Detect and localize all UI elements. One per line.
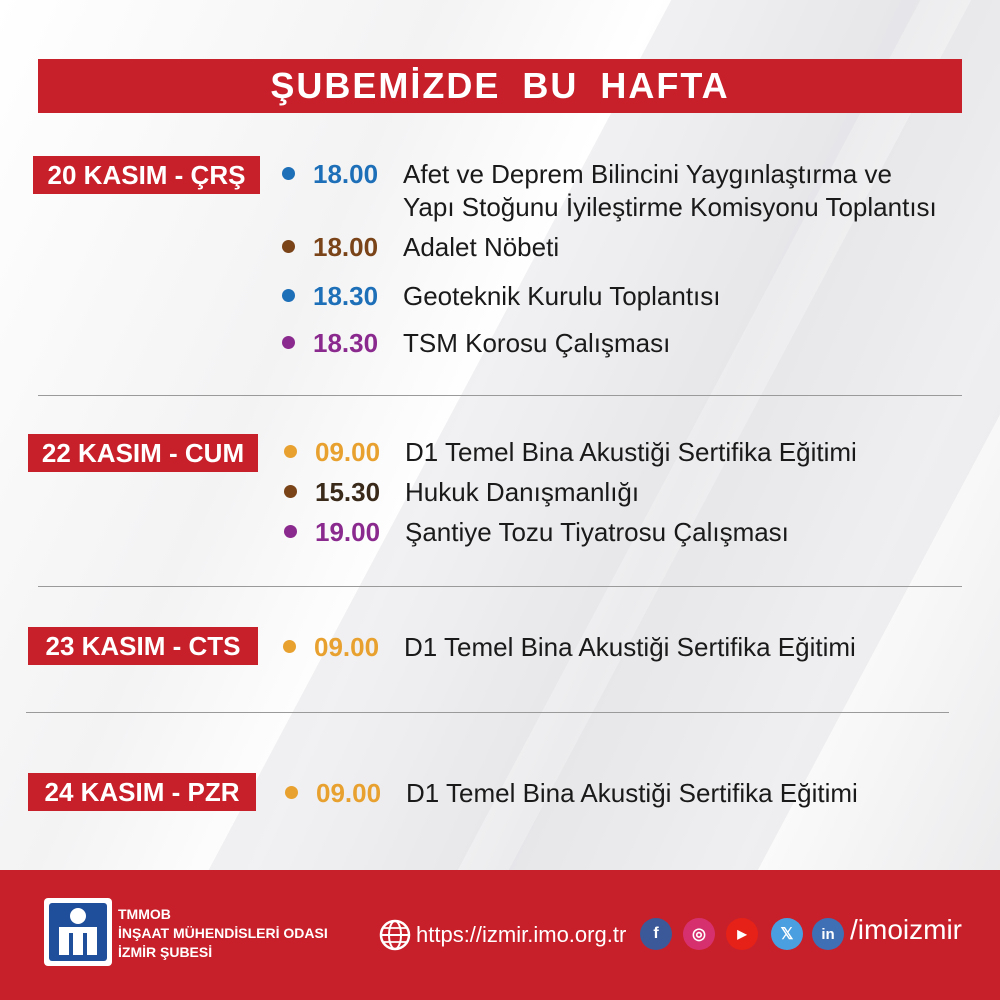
globe-icon	[378, 918, 412, 952]
bullet-icon	[282, 240, 295, 253]
event-title: Şantiye Tozu Tiyatrosu Çalışması	[405, 517, 789, 547]
org-line: TMMOB	[118, 906, 171, 922]
event-item	[282, 158, 937, 224]
org-line: İNŞAAT MÜHENDİSLERİ ODASI	[118, 925, 328, 941]
bullet-icon	[284, 485, 297, 498]
event-time: 18.30	[313, 281, 379, 311]
date-label: 23 KASIM - CTS	[28, 627, 258, 665]
event-time: 18.00	[313, 159, 379, 189]
event-time: 09.00	[316, 778, 382, 808]
event-title-line: Yapı Stoğunu İyileştirme Komisyonu Toplantısı	[403, 192, 937, 222]
event-title-line: Afet ve Deprem Bilincini Yaygınlaştırma ve	[403, 159, 892, 189]
x-icon[interactable]: 𝕏	[771, 918, 803, 950]
event-title: D1 Temel Bina Akustiği Sertifika Eğitimi	[405, 437, 857, 467]
event-item	[282, 231, 559, 264]
bullet-icon	[282, 336, 295, 349]
divider	[26, 712, 949, 713]
event-item	[284, 436, 857, 469]
bullet-icon	[284, 445, 297, 458]
event-title: D1 Temel Bina Akustiği Sertifika Eğitimi	[404, 632, 856, 662]
instagram-icon[interactable]: ◎	[683, 918, 715, 950]
event-item	[285, 777, 858, 810]
event-time: 19.00	[315, 517, 381, 547]
website-link[interactable]	[378, 918, 626, 952]
organization-name	[118, 905, 328, 962]
youtube-icon[interactable]: ▶	[726, 918, 758, 950]
event-time: 15.30	[315, 477, 381, 507]
event-time: 09.00	[315, 437, 381, 467]
event-time: 09.00	[314, 632, 380, 662]
event-title: D1 Temel Bina Akustiği Sertifika Eğitimi	[406, 778, 858, 808]
event-title: TSM Korosu Çalışması	[403, 328, 671, 358]
date-label: 20 KASIM - ÇRŞ	[33, 156, 260, 194]
event-title	[403, 158, 937, 224]
event-time: 18.00	[313, 232, 379, 262]
logo-icon	[49, 903, 107, 961]
bullet-icon	[283, 640, 296, 653]
event-item	[282, 327, 670, 360]
date-label: 22 KASIM - CUM	[28, 434, 258, 472]
page-title: ŞUBEMİZDE BU HAFTA	[38, 59, 962, 113]
divider	[38, 395, 962, 396]
org-line: İZMİR ŞUBESİ	[118, 944, 213, 960]
date-label: 24 KASIM - PZR	[28, 773, 256, 811]
event-item	[282, 280, 720, 313]
imo-logo	[44, 898, 112, 966]
bullet-icon	[285, 786, 298, 799]
bullet-icon	[282, 289, 295, 302]
event-title: Adalet Nöbeti	[403, 232, 560, 262]
logo-mark	[49, 903, 107, 961]
facebook-icon[interactable]: f	[640, 918, 672, 950]
divider	[38, 586, 962, 587]
event-item	[284, 516, 789, 549]
website-text: https://izmir.imo.org.tr	[416, 922, 627, 947]
linkedin-icon[interactable]: in	[812, 918, 844, 950]
bullet-icon	[284, 525, 297, 538]
event-title: Hukuk Danışmanlığı	[405, 477, 640, 507]
social-handle[interactable]: /imoizmir	[850, 914, 962, 945]
bullet-icon	[282, 167, 295, 180]
event-item	[284, 476, 639, 509]
event-title: Geoteknik Kurulu Toplantısı	[403, 281, 721, 311]
event-time: 18.30	[313, 328, 379, 358]
event-item	[283, 631, 856, 664]
